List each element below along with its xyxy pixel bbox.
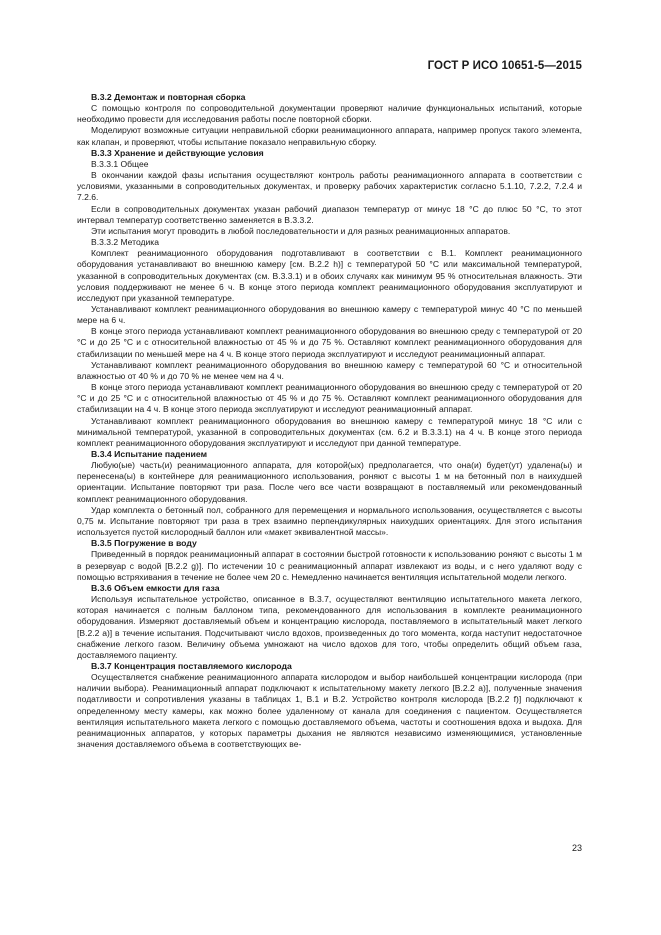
paragraph: В конце этого периода устанавливают комплект реанимационного оборудования во внешнюю среду с температурой от 20 °С и до 25 °С и с относительной влажностью от 45 % и до 75 %. Оставляют комплект реанимационного оборудования для стабилизации на 4 ч. В конце этого периода эксплуатируют и исследуют реанимационный аппарат. — [77, 382, 582, 415]
paragraph: Комплект реанимационного оборудования подготавливают в соответствии с В.1. Комплект реанимационного оборудования устанавливают во внешнюю камеру [см. В.2.2 h)] с температурой 50 °С или максимальной температурой, указанной в сопроводительных документах (см. В.3.3.1) и в обоих случаях как минимум 95 % относительная влажность. Эти условия поддерживают не менее 6 ч. В конце этого периода комплект реанимационного оборудования эксплуатируют и исследуют при указанной температуре. — [77, 248, 582, 303]
paragraph: Устанавливают комплект реанимационного оборудования во внешнюю камеру с температурой минус 40 °С по меньшей мере на 6 ч. — [77, 303, 582, 326]
subsection-heading: В.3.3.2 Методика — [91, 237, 159, 248]
section-heading: В.3.4 Испытание падением — [91, 449, 207, 459]
paragraph: Если в сопроводительных документах указан рабочий диапазон температур от минус 18 °С до плюс 50 °С, то этот интервал температур соответственно заменяется в В.3.3.2. — [77, 203, 582, 225]
document-body — [77, 92, 582, 750]
subsection-heading: B.3.3.1 Общее — [91, 158, 149, 169]
section-heading: В.3.5 Погружение в воду — [91, 538, 197, 549]
paragraph: Удар комплекта о бетонный пол, собранного для перемещения и нормального использования, осуществляется с высоты 0,75 м. Испытание повторяют три раза в трех взаимно перпендикулярных наихудших ориентациях. Для этого испытания используется пустой кислородный баллон или «макет эквивалентной массы». — [77, 504, 582, 538]
section-heading: B.3.2 Демонтаж и повторная сборка — [91, 92, 246, 102]
paragraph: Эти испытания могут проводить в любой последовательности и для разных реанимационных аппаратов. — [91, 225, 511, 236]
section-heading: В.3.7 Концентрация поставляемого кислорода — [91, 660, 292, 671]
paragraph: Устанавливают комплект реанимационного оборудования во внешнюю камеру с температурой минус 18 °С или с минимальной температурой, указанной в сопроводительных документах (см. 6.2 и В.3.3.1) на 4 ч. В конце этого периода комплект реанимационного оборудования эксплуатируют и исследуют при данной температуре. — [77, 415, 582, 448]
paragraph: Устанавливают комплект реанимационного оборудования во внешнюю камеру с температурой 60 °С и относительной влажностью от 40 % и до 70 % не менее чем на 4 ч. — [77, 359, 582, 381]
standard-code-header: ГОСТ Р ИСО 10651-5—2015 — [427, 60, 582, 72]
paragraph: Моделируют возможные ситуации неправильной сборки реанимационного аппарата, например пропуск такого элемента, как клапан, и проверяют, чтобы испытание показало неправильную сборку. — [77, 125, 582, 147]
paragraph: Осуществляется снабжение реанимационного аппарата кислородом и выбор наибольшей концентрации кислорода (при наличии выбора). Реанимационный аппарат подключают к испытательному макету легкого [В.2.2 а)], полученные значения податливости и сопротивления указаны в таблицах 1, В.1 и В.2. Устройство контроля кислорода [В.2.2 f)] подключают к определенному месту камеры, как можно более удаленному от канала для соединения с пациентом. Осуществляется вентиляция испытательного макета легкого с помощью доставляемого объема, частоты и соотношения вдоха и выдоха. Для реанимационных аппаратов, у которых параметры дыхания не являются независимо изменяющимися, установленные значения доставляемого объема в соответствующих ве- — [77, 672, 582, 750]
section-heading: B.3.3 Хранение и действующие условия — [91, 147, 264, 158]
paragraph: В конце этого периода устанавливают комплект реанимационного оборудования во внешнюю среду с температурой от 20 °С и до 25 °С и с относительной влажностью от 45 % и до 75 %. Оставляют комплект реанимационного оборудования для стабилизации по меньшей мере на 4 ч. В конце этого периода эксплуатируют и исследуют реанимационный аппарат. — [77, 326, 582, 359]
paragraph: В окончании каждой фазы испытания осуществляют контроль работы реанимационного аппарата в соответствии с условиями, указанными в сопроводительных документах, и проверку рабочих характеристик согласно 5.1.10, 7.2.2, 7.2.4 и 7.2.6. — [77, 170, 582, 203]
section-heading: В.3.6 Объем емкости для газа — [91, 582, 220, 593]
page-number: 23 — [571, 843, 582, 853]
paragraph: С помощью контроля по сопроводительной документации проверяют наличие функциональных испытаний, которые необходимо провести для исследования работы после повторной сборки. — [77, 103, 582, 125]
paragraph: Используя испытательное устройство, описанное в В.3.7, осуществляют вентиляцию испытательного макета легкого, которая начинается с полным баллоном типа, рекомендованного для использования в комплекте реанимационного оборудования. Измеряют доставляемый объем и концентрацию кислорода, поставляемого в испытательный макет легкого [В.2.2 а)] в течение испытания. Подсчитывают число вдохов, произведенных до того момента, когда наступит недостаточное снабжение легкого газом. Величину объема умножают на число вдохов для того, чтобы определить общий объем газа, доставляемого пациенту. — [77, 594, 582, 660]
paragraph: Любую(ые) часть(и) реанимационного аппарата, для которой(ых) предполагается, что она(и) будет(ут) удалена(ы) и перенесена(ы) в контейнере для реанимационного использования, роняют с высоты 1 м на бетонный пол в наихудшей ориентации. Испытание повторяют три раза. После чего все части возвращают в поставляемый или рекомендованный комплект реанимационного оборудования. — [77, 460, 582, 504]
paragraph: Приведенный в порядок реанимационный аппарат в состоянии быстрой готовности к использованию роняют с высоты 1 м в резервуар с водой [В.2.2 g)]. По истечении 10 с реанимационный аппарат извлекают из воды, и с него удаляют воду с помощью встряхивания в течение не более чем 20 с. Немедленно начинается вентиляция испытательной модели легкого. — [77, 549, 582, 582]
